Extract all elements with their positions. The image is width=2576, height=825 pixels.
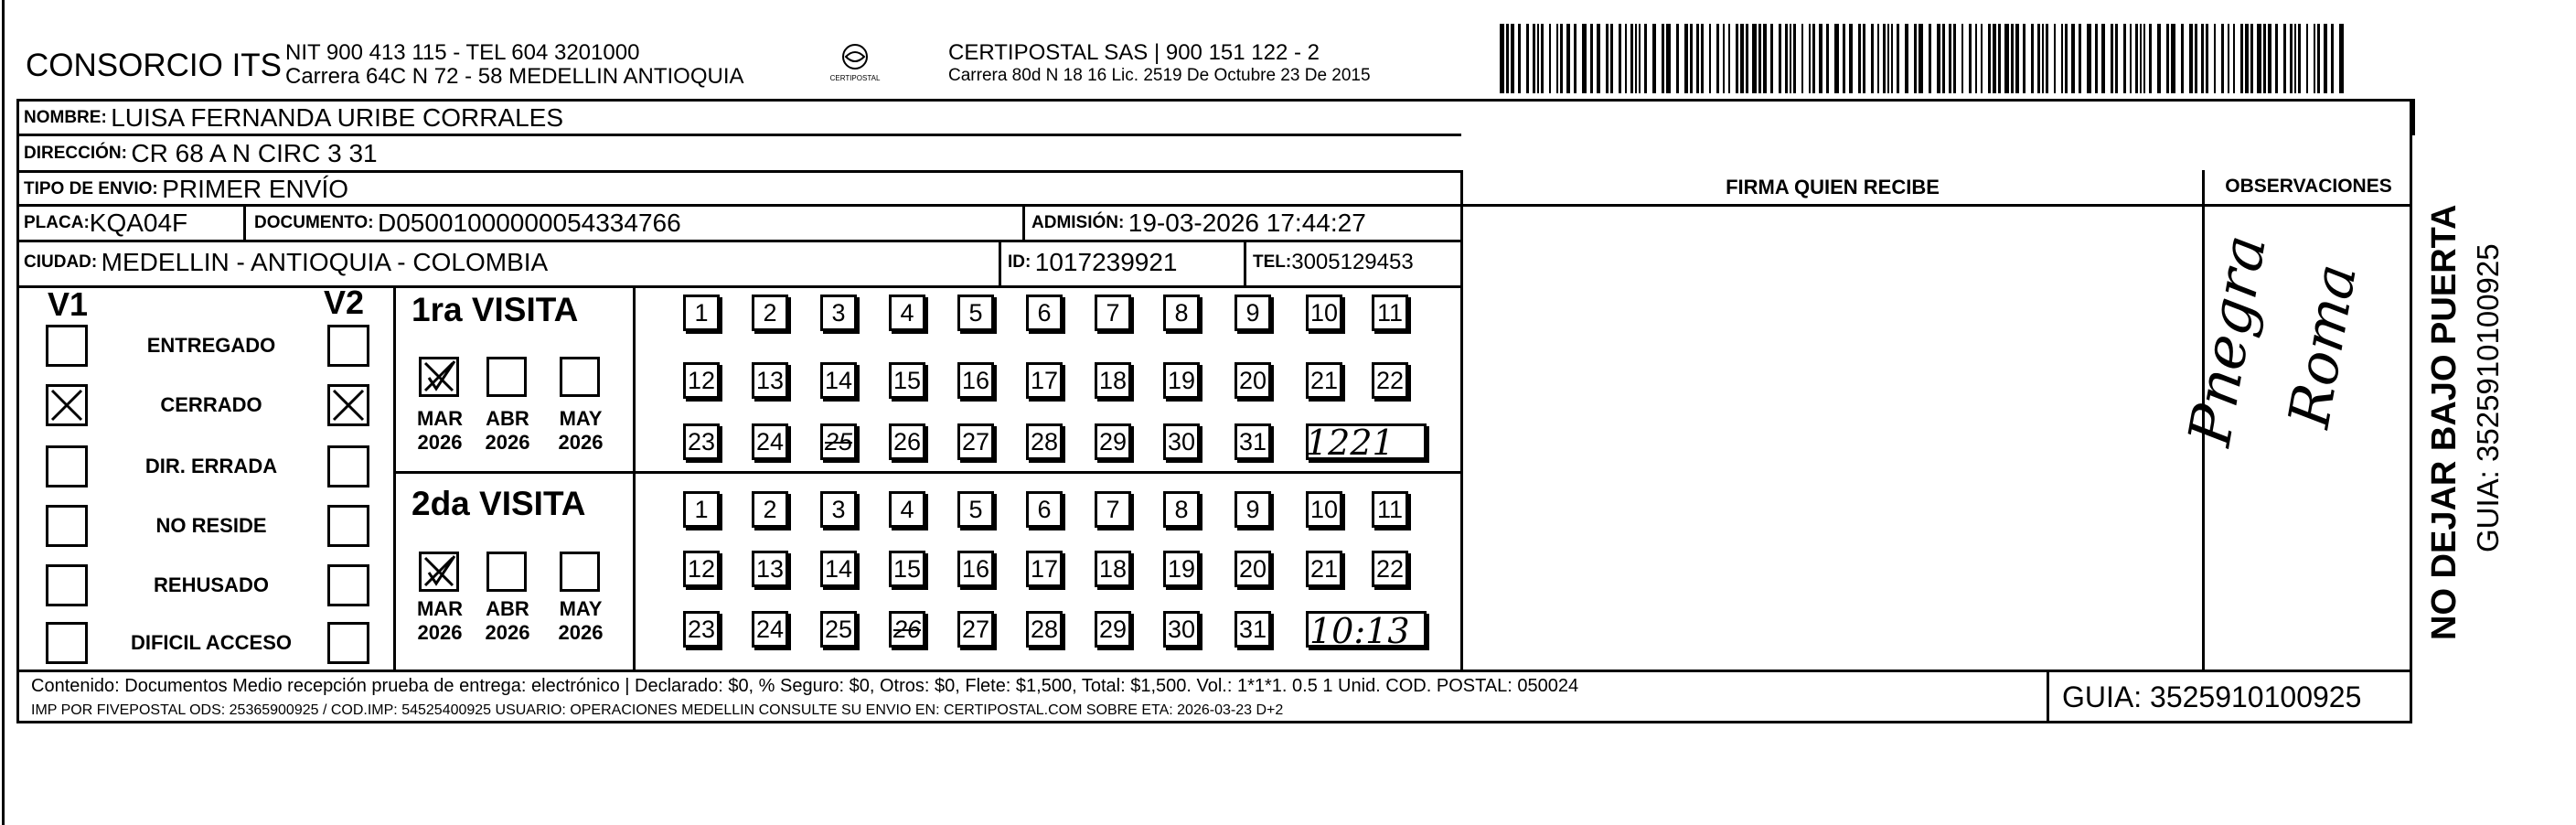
outer-frame: [2, 0, 5, 825]
barcode-bar: [1506, 24, 1509, 93]
barcode-bar: [1849, 24, 1853, 93]
barcode-bar: [2143, 24, 2145, 93]
visit1-day-box[interactable]: 31: [1235, 423, 1271, 460]
firma-header: FIRMA QUIEN RECIBE: [1726, 176, 1940, 198]
status-v1-checkbox[interactable]: [46, 445, 88, 488]
barcode-bar: [1652, 24, 1656, 93]
id-cell: [1008, 245, 1178, 279]
barcode-bar: [1662, 24, 1664, 93]
status-v1-checkbox[interactable]: [46, 384, 88, 426]
nit-line: NIT 900 413 115 - TEL 604 3201000: [285, 40, 640, 65]
status-v2-checkbox[interactable]: [327, 445, 369, 488]
admision-cell: [1031, 206, 1366, 240]
visit2-day-box[interactable]: 8: [1163, 491, 1200, 528]
visit2-day-box[interactable]: 18: [1095, 551, 1131, 587]
barcode-bar: [2283, 24, 2286, 93]
visit2-day-box[interactable]: 10: [1306, 491, 1342, 528]
visit2-time: 10:13: [1309, 611, 1410, 651]
barcode-bar: [1819, 24, 1822, 93]
footer-guia: GUIA: 3525910100925: [2062, 680, 2362, 713]
barcode-bar: [1843, 24, 1845, 93]
visit1-day-box[interactable]: 16: [957, 362, 994, 399]
id-value: 1017239921: [1034, 247, 1178, 276]
carrier-line1: CERTIPOSTAL SAS | 900 151 122 - 2: [948, 40, 1320, 65]
barcode-bar: [1560, 24, 1563, 93]
certipostal-logo: [828, 40, 882, 86]
barcode-bar: [1630, 24, 1633, 93]
visit1-day-box[interactable]: 12: [683, 362, 720, 399]
barcode-bar: [1511, 24, 1514, 93]
status-v2-checkbox[interactable]: [327, 564, 369, 606]
visit1-day-box[interactable]: 21: [1306, 362, 1342, 399]
status-v1-checkbox[interactable]: [46, 622, 88, 664]
barcode-bar: [1937, 24, 1940, 93]
placa-value: KQA04F: [89, 208, 188, 237]
barcode-bar: [1998, 24, 2001, 93]
barcode-bar: [1981, 24, 1983, 93]
barcode-bar: [1969, 24, 1972, 93]
visit1-month-label: [476, 407, 540, 455]
visit1-month-checkbox[interactable]: [419, 357, 459, 397]
barcode-bar: [1790, 24, 1791, 93]
barcode-bar: [1644, 24, 1647, 93]
barcode-bar: [2228, 24, 2229, 93]
visit2-day-box[interactable]: 1: [683, 491, 720, 528]
barcode-bar: [2004, 24, 2009, 93]
barcode-bar: [1919, 24, 1923, 93]
visit2-day-box[interactable]: 29: [1095, 611, 1131, 648]
status-v1-checkbox[interactable]: [46, 505, 88, 547]
documento-cell: [254, 206, 681, 240]
barcode-bar: [1763, 24, 1767, 93]
barcode-bar: [1541, 24, 1544, 93]
barcode-bar: [2157, 24, 2161, 93]
month-year: 2026: [417, 621, 463, 644]
v1-label: V1: [48, 285, 89, 323]
barcode-bar: [1533, 24, 1535, 93]
visit1-time: 1221: [1306, 423, 1395, 463]
month-year: 2026: [485, 431, 530, 454]
barcode-bar: [1625, 24, 1627, 93]
barcode-bar: [1887, 24, 1889, 93]
barcode-bar: [1812, 24, 1815, 93]
visit2-day-box[interactable]: 16: [957, 551, 994, 587]
barcode-bar: [1740, 24, 1744, 93]
barcode-bar: [1905, 24, 1908, 93]
barcode-bar: [2149, 24, 2152, 93]
visit1-day-box[interactable]: 9: [1235, 295, 1271, 331]
status-option-label: ENTREGADO: [146, 334, 276, 357]
visit2-month-checkbox[interactable]: [486, 552, 527, 592]
status-option-label: NO RESIDE: [155, 514, 267, 537]
barcode-bar: [1949, 24, 1951, 93]
barcode-bar: [1953, 24, 1956, 93]
visit2-day-box[interactable]: 11: [1372, 491, 1408, 528]
visit2-month-label: [476, 597, 540, 645]
visit1-day-box[interactable]: 28: [1026, 423, 1063, 460]
barcode-bar: [1891, 24, 1893, 93]
barcode: [1500, 24, 2345, 93]
visit2-day-box[interactable]: 24: [752, 611, 788, 648]
barcode-bar: [2181, 24, 2184, 93]
ciudad-label: CIUDAD:: [24, 252, 98, 272]
barcode-bar: [2314, 24, 2315, 93]
barcode-bar: [2171, 24, 2175, 93]
barcode-bar: [1746, 24, 1748, 93]
visit2-month-label: [549, 597, 613, 645]
barcode-bar: [1752, 24, 1757, 93]
barcode-bar: [1684, 24, 1688, 93]
visit1-day-box[interactable]: 19: [1163, 362, 1200, 399]
direccion-value: CR 68 A N CIRC 3 31: [131, 138, 378, 167]
visit1-day-box[interactable]: 24: [752, 423, 788, 460]
visit2-day-box[interactable]: 26: [889, 611, 925, 648]
barcode-bar: [1758, 24, 1761, 93]
barcode-bar: [1566, 24, 1570, 93]
barcode-bar: [1696, 24, 1699, 93]
barcode-bar: [2306, 24, 2308, 93]
visit2-day-box[interactable]: 17: [1026, 551, 1063, 587]
barcode-bar: [1809, 24, 1811, 93]
barcode-bar: [2257, 24, 2261, 93]
barcode-bar: [1635, 24, 1637, 93]
visit1-day-box[interactable]: 15: [889, 362, 925, 399]
barcode-bar: [2087, 24, 2091, 93]
barcode-bar: [1793, 24, 1796, 93]
barcode-bar: [1690, 24, 1693, 93]
visit2-month-checkbox[interactable]: [560, 552, 600, 592]
month-name: ABR: [486, 597, 529, 620]
barcode-bar: [2221, 24, 2224, 93]
company-name: CONSORCIO ITS: [26, 48, 283, 83]
visit1-day-box[interactable]: 5: [957, 295, 994, 331]
barcode-bar: [1582, 24, 1587, 93]
month-name: MAR: [416, 407, 464, 430]
visit1-month-checkbox[interactable]: [486, 357, 527, 397]
visit1-day-box[interactable]: 20: [1235, 362, 1271, 399]
tel-label: TEL:: [1253, 252, 1292, 272]
barcode-bar: [2042, 24, 2044, 93]
visit2-day-box[interactable]: 28: [1026, 611, 1063, 648]
barcode-bar: [1574, 24, 1577, 93]
barcode-bar: [1770, 24, 1773, 93]
address-line: Carrera 64C N 72 - 58 MEDELLIN ANTIOQUIA: [285, 64, 744, 89]
status-option-label: DIFICIL ACCESO: [130, 631, 292, 654]
barcode-bar: [2135, 24, 2138, 93]
visit2-day-box[interactable]: 6: [1026, 491, 1063, 528]
barcode-bar: [1676, 24, 1679, 93]
visit1-day-box[interactable]: 25: [820, 423, 857, 460]
visit2-label: 2da VISITA: [412, 485, 586, 522]
visit2-day-box[interactable]: 22: [1372, 551, 1408, 587]
barcode-bar: [2130, 24, 2132, 93]
barcode-bar: [1988, 24, 1991, 93]
tipo-label: TIPO DE ENVIO:: [24, 178, 158, 198]
visit2-day-box[interactable]: 25: [820, 611, 857, 648]
barcode-bar: [1639, 24, 1641, 93]
visit2-day-box[interactable]: 30: [1163, 611, 1200, 648]
barcode-bar: [1883, 24, 1886, 93]
barcode-bar: [1610, 24, 1613, 93]
barcode-bar: [1666, 24, 1671, 93]
month-year: 2026: [417, 431, 463, 454]
visit1-day-box[interactable]: 7: [1095, 295, 1131, 331]
status-option-label: CERRADO: [160, 393, 262, 416]
barcode-bar: [1716, 24, 1719, 93]
barcode-bar: [2037, 24, 2040, 93]
visit2-month-label: [408, 597, 472, 645]
barcode-bar: [1993, 24, 1996, 93]
visit2-day-box[interactable]: 27: [957, 611, 994, 648]
barcode-bar: [2263, 24, 2266, 93]
visit1-day-box[interactable]: 11: [1372, 295, 1408, 331]
visit2-month-checkbox[interactable]: [419, 552, 459, 592]
status-v1-checkbox[interactable]: [46, 325, 88, 367]
barcode-bar: [1549, 24, 1551, 93]
barcode-bar: [2339, 24, 2344, 93]
visit2-day-box[interactable]: 9: [1235, 491, 1271, 528]
barcode-bar: [2095, 24, 2098, 93]
barcode-bar: [2015, 24, 2019, 93]
barcode-bar: [2268, 24, 2271, 93]
v2-label: V2: [324, 284, 365, 321]
month-name: MAY: [559, 597, 603, 620]
visit1-day-box[interactable]: 14: [820, 362, 857, 399]
tipo-value: PRIMER ENVÍO: [162, 174, 349, 203]
barcode-bar: [2046, 24, 2048, 93]
barcode-bar: [1942, 24, 1945, 93]
barcode-bar: [1500, 24, 1504, 93]
barcode-bar: [2245, 24, 2249, 93]
barcode-bar: [2294, 24, 2296, 93]
barcode-bar: [2031, 24, 2034, 93]
barcode-bar: [1801, 24, 1803, 93]
barcode-bar: [1606, 24, 1609, 93]
barcode-bar: [1709, 24, 1711, 93]
barcode-bar: [2331, 24, 2334, 93]
visit1-day-box[interactable]: 22: [1372, 362, 1408, 399]
barcode-bar: [2166, 24, 2169, 93]
barcode-bar: [2011, 24, 2014, 93]
ciudad-value: MEDELLIN - ANTIOQUIA - COLOMBIA: [101, 247, 549, 276]
barcode-bar: [1914, 24, 1917, 93]
barcode-bar: [2250, 24, 2253, 93]
visit1-day-box[interactable]: 29: [1095, 423, 1131, 460]
visit1-day-box[interactable]: 26: [889, 423, 925, 460]
admision-value: 19-03-2026 17:44:27: [1128, 208, 1366, 237]
barcode-bar: [2189, 24, 2193, 93]
barcode-bar: [1858, 24, 1861, 93]
tipo-row: [24, 172, 348, 206]
barcode-bar: [1526, 24, 1529, 93]
visit1-day-box[interactable]: 27: [957, 423, 994, 460]
visit1-month-label: [408, 407, 472, 455]
admision-label: ADMISIÓN:: [1031, 212, 1125, 232]
tel-cell: [1253, 245, 1414, 279]
barcode-bar: [1619, 24, 1621, 93]
barcode-bar: [2275, 24, 2278, 93]
visit2-day-box[interactable]: 15: [889, 551, 925, 587]
barcode-bar: [2206, 24, 2208, 93]
visit1-day-box[interactable]: 6: [1026, 295, 1063, 331]
barcode-bar: [1826, 24, 1829, 93]
documento-label: DOCUMENTO:: [254, 212, 374, 232]
barcode-bar: [1897, 24, 1899, 93]
placa-cell: [24, 206, 187, 240]
month-name: MAR: [416, 597, 464, 620]
barcode-bar: [2061, 24, 2063, 93]
barcode-bar: [2290, 24, 2293, 93]
barcode-bar: [1975, 24, 1977, 93]
placa-label: PLACA:: [24, 212, 90, 232]
visit2-day-box[interactable]: 19: [1163, 551, 1200, 587]
status-v1-checkbox[interactable]: [46, 564, 88, 606]
barcode-bar: [1736, 24, 1738, 93]
status-v2-checkbox[interactable]: [327, 505, 369, 547]
barcode-bar: [2054, 24, 2056, 93]
barcode-bar: [1556, 24, 1558, 93]
visit2-day-box[interactable]: 5: [957, 491, 994, 528]
barcode-bar: [1877, 24, 1879, 93]
barcode-bar: [2324, 24, 2327, 93]
barcode-bar: [1779, 24, 1781, 93]
visit2-day-box[interactable]: 2: [752, 491, 788, 528]
barcode-bar: [1871, 24, 1874, 93]
visit1-day-box[interactable]: 3: [820, 295, 857, 331]
footer-imp: IMP POR FIVEPOSTAL ODS: 25365900925 / COD.IMP: 54525400925 USUARIO: OPERACIONES MEDELLIN CONSULTE SU ENVIO EN: CERTIPOSTAL.COM SOBRE ETA: 2026-03-23 D+2: [31, 702, 1284, 718]
carrier-line2: Carrera 80d N 18 16 Lic. 2519 De Octubre 23 De 2015: [948, 66, 1371, 85]
visit1-day-box[interactable]: 4: [889, 295, 925, 331]
side-guia: GUIA: 3525910100925: [2471, 243, 2505, 552]
id-label: ID:: [1008, 252, 1031, 272]
tel-value: 3005129453: [1291, 249, 1414, 274]
nombre-label: NOMBRE:: [24, 107, 107, 127]
visit1-day-box[interactable]: 8: [1163, 295, 1200, 331]
footer-contenido: Contenido: Documentos Medio recepción prueba de entrega: electrónico | Declarado: $0, % Seguro: $0, Otros: $0, Flete: $1,500, Total: $1,500. Vol.: 1*1*1. 0.5 1 Unid. COD. POSTAL: 050024: [31, 676, 1579, 696]
barcode-bar: [2023, 24, 2026, 93]
month-year: 2026: [558, 621, 604, 644]
direccion-label: DIRECCIÓN:: [24, 143, 127, 163]
barcode-bar: [1961, 24, 1963, 93]
direccion-row: [24, 136, 378, 170]
observaciones-header: OBSERVACIONES: [2225, 176, 2392, 197]
visit1-day-box[interactable]: 18: [1095, 362, 1131, 399]
month-name: MAY: [559, 407, 603, 430]
barcode-bar: [1537, 24, 1539, 93]
observaciones-handwriting-2: Roma: [2275, 258, 2370, 433]
barcode-bar: [2111, 24, 2113, 93]
visit2-day-box[interactable]: 7: [1095, 491, 1131, 528]
ciudad-cell: [24, 245, 548, 279]
month-name: ABR: [486, 407, 529, 430]
barcode-bar: [2123, 24, 2126, 93]
visit1-day-box[interactable]: 10: [1306, 295, 1342, 331]
visit1-day-box[interactable]: 2: [752, 295, 788, 331]
visit1-label: 1ra VISITA: [412, 291, 579, 328]
barcode-bar: [2201, 24, 2204, 93]
status-v2-checkbox[interactable]: [327, 384, 369, 426]
visit2-day-box[interactable]: 31: [1235, 611, 1271, 648]
barcode-bar: [1518, 24, 1521, 93]
visit2-day-box[interactable]: 21: [1306, 551, 1342, 587]
status-option-label: REHUSADO: [154, 573, 269, 596]
barcode-bar: [2240, 24, 2243, 93]
status-option-label: DIR. ERRADA: [144, 455, 278, 477]
barcode-bar: [2195, 24, 2197, 93]
visit2-day-box[interactable]: 14: [820, 551, 857, 587]
visit2-day-box[interactable]: 12: [683, 551, 720, 587]
barcode-bar: [2071, 24, 2075, 93]
documento-value: D05001000000054334766: [378, 208, 681, 237]
visit2-day-box[interactable]: 4: [889, 491, 925, 528]
barcode-bar: [1863, 24, 1865, 93]
barcode-bar: [2101, 24, 2105, 93]
visit1-month-label: [549, 407, 613, 455]
barcode-bar: [1834, 24, 1839, 93]
barcode-bar: [1728, 24, 1730, 93]
visit1-day-box[interactable]: 23: [683, 423, 720, 460]
visit2-day-box[interactable]: 23: [683, 611, 720, 648]
visit1-month-checkbox[interactable]: [560, 357, 600, 397]
visit1-day-box[interactable]: 17: [1026, 362, 1063, 399]
barcode-bar: [2065, 24, 2068, 93]
barcode-bar: [1785, 24, 1788, 93]
barcode-bar: [2115, 24, 2118, 93]
visit1-day-box[interactable]: 1: [683, 295, 720, 331]
barcode-bar: [1929, 24, 1931, 93]
visit1-day-box[interactable]: 13: [752, 362, 788, 399]
svg-text:CERTIPOSTAL: CERTIPOSTAL: [829, 74, 881, 82]
barcode-bar: [1597, 24, 1600, 93]
visit2-day-box[interactable]: 3: [820, 491, 857, 528]
month-year: 2026: [558, 431, 604, 454]
barcode-bar: [1590, 24, 1593, 93]
barcode-bar: [2079, 24, 2081, 93]
barcode-bar: [2298, 24, 2301, 93]
month-year: 2026: [485, 621, 530, 644]
barcode-bar: [2140, 24, 2142, 93]
barcode-bar: [2233, 24, 2235, 93]
nombre-row: [24, 101, 563, 134]
visit1-day-box[interactable]: 30: [1163, 423, 1200, 460]
visit2-day-box[interactable]: 20: [1235, 551, 1271, 587]
barcode-bar: [2317, 24, 2320, 93]
side-notice: NO DEJAR BAJO PUERTA: [2425, 204, 2464, 640]
barcode-bar: [1701, 24, 1704, 93]
barcode-bar: [1723, 24, 1725, 93]
status-v2-checkbox[interactable]: [327, 622, 369, 664]
observaciones-handwriting-1: Pnegra: [2176, 230, 2281, 451]
barcode-bar: [2214, 24, 2216, 93]
visit2-day-box[interactable]: 13: [752, 551, 788, 587]
nombre-value: LUISA FERNANDA URIBE CORRALES: [111, 102, 564, 132]
status-v2-checkbox[interactable]: [327, 325, 369, 367]
